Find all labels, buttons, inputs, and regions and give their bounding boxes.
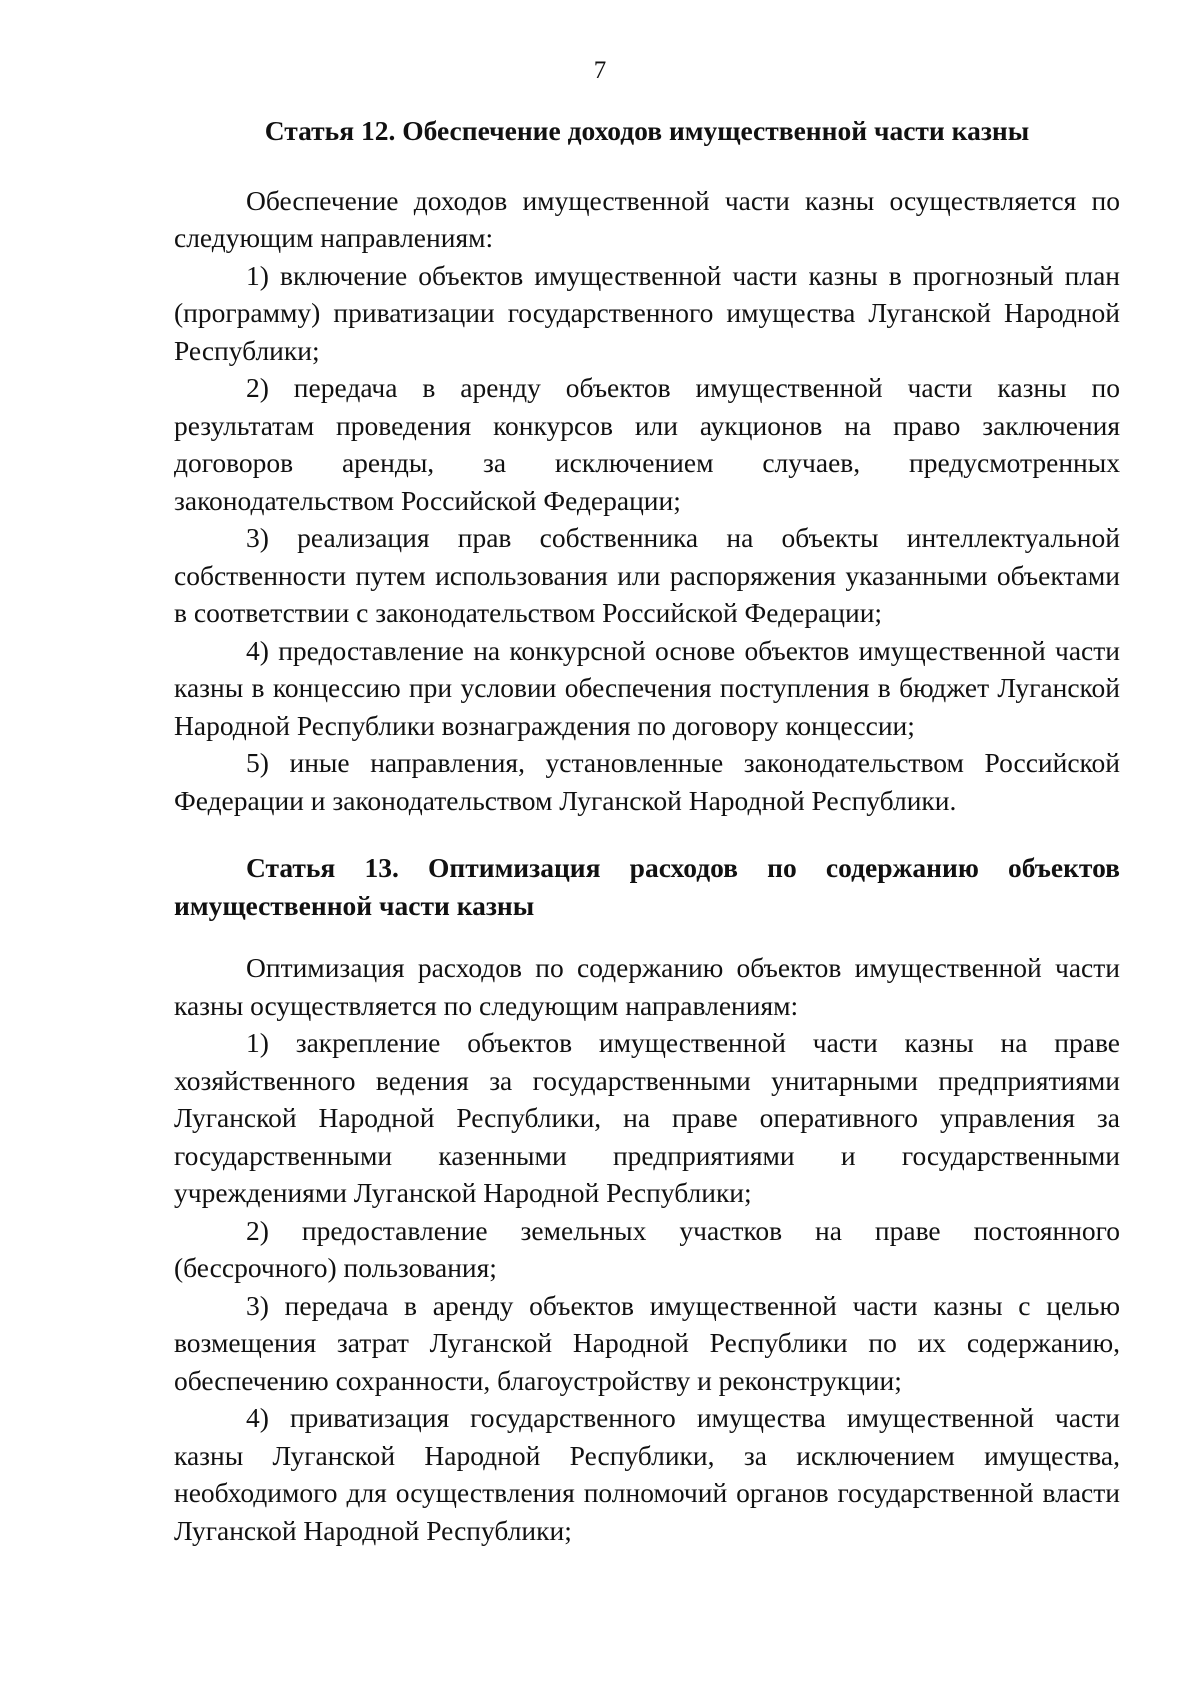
article-13-item-2: 2) предоставление земельных участков на праве постоянного (бессрочного) пользования;	[174, 1214, 1120, 1283]
article-13-heading: Статья 13. Оптимизация расходов по содержанию объектов имущественной части казны	[174, 852, 1120, 921]
article-12-heading: Статья 12. Обеспечение доходов имущественной части казны	[264, 115, 1030, 146]
article-12-item-4: 4) предоставление на конкурсной основе объектов имущественной части казны в концессию при условии обеспечения поступления в бюджет Луганской Народной Республики вознаграждения по договору концессии;	[174, 634, 1120, 741]
document-body	[174, 112, 1120, 1549]
article-12-item-5: 5) иные направления, установленные законодательством Российской Федерации и законодательством Луганской Народной Республики.	[174, 747, 1120, 816]
article-13-item-4: 4) приватизация государственного имущества имущественной части казны Луганской Народной Республики, за исключением имущества, необходимого для осуществления полномочий органов государственной власти Луганской Народной Республики;	[174, 1402, 1120, 1546]
article-13-item-3: 3) передача в аренду объектов имущественной части казны с целью возмещения затрат Луганской Народной Республики по их содержанию, обеспечению сохранности, благоустройству и реконструкции;	[174, 1289, 1120, 1396]
article-12-item-3: 3) реализация прав собственника на объекты интеллектуальной собственности путем использования или распоряжения указанными объектами в соответствии с законодательством Российской Федерации;	[174, 522, 1120, 628]
article-13-item-1: 1) закрепление объектов имущественной части казны на праве хозяйственного ведения за государственными унитарными предприятиями Луганской Народной Республики, на праве оперативного управления за государственными казенными предприятиями и государственными учреждениями Луганской Народной Республики;	[174, 1027, 1120, 1208]
article-12-item-2: 2) передача в аренду объектов имущественной части казны по результатам проведения конкурсов или аукционов на право заключения договоров аренды, за исключением случаев, предусмотренных законодательством Российской Федерации;	[174, 372, 1120, 516]
article-12-item-1: 1) включение объектов имущественной части казны в прогнозный план (программу) приватизации государственного имущества Луганской Народной Республики;	[174, 259, 1120, 366]
page-number: 7	[593, 57, 607, 84]
article-13-intro: Оптимизация расходов по содержанию объектов имущественной части казны осуществляется по следующим направлениям:	[174, 952, 1120, 1021]
article-12-intro: Обеспечение доходов имущественной части казны осуществляется по следующим направлениям:	[174, 184, 1120, 253]
